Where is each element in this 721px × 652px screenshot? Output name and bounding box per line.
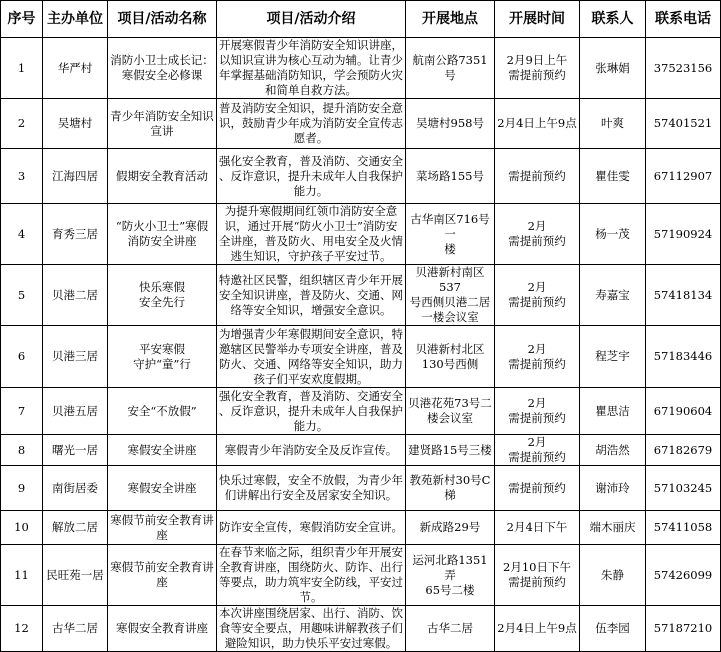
cell-time: 2月 需提前预约 [495,204,580,265]
cell-intro: 为提升寒假期间红领巾消防安全意 识，通过开展“防火小卫士”消防安 全讲座，普及防火、用电安全及火情 逃生知识，守护孩子平安过节。 [217,204,406,265]
cell-name: 寒假安全讲座 [108,466,217,511]
cell-place: 贝港花苑73号二 楼会议室 [406,388,495,435]
cell-name: “防火小卫士”寒假 消防安全讲座 [108,204,217,265]
cell-phone: 57426099 [646,545,721,606]
cell-no: 8 [1,435,43,466]
cell-phone: 57411058 [646,511,721,545]
cell-org: 解放二居 [43,511,108,545]
cell-time: 2月 需提前预约 [495,388,580,435]
table-row [1,204,721,265]
cell-place: 贝港新村南区537 号西侧贝港二居 一楼会议室 [406,265,495,326]
cell-no: 2 [1,99,43,149]
header-intro: 项目/活动介绍 [217,1,406,38]
cell-place: 运河北路1351弄 65号二楼 [406,545,495,606]
cell-place: 教苑新村30号C梯 [406,466,495,511]
table-row [1,149,721,204]
cell-name: 寒假安全教育讲座 [108,606,217,652]
cell-no: 3 [1,149,43,204]
cell-contact: 谢沛玲 [580,466,646,511]
header-contact: 联系人 [580,1,646,38]
cell-time: 2月 需提前预约 [495,435,580,466]
cell-name: 快乐寒假 安全先行 [108,265,217,326]
cell-intro: 为增强青少年寒假期间安全意识，特 邀辖区民警举办专项安全讲座，普及 防火、交通、网络等安全知识，助力 孩子们平安欢度假期。 [217,326,406,388]
cell-time: 2月4日上午9点 [495,606,580,652]
cell-org: 古华二居 [43,606,108,652]
cell-intro: 在春节来临之际，组织青少年开展安 全教育讲座，围绕防火、防诈、出行 等要点，助力筑牢安全防线，平安过 节。 [217,545,406,606]
cell-phone: 57401521 [646,99,721,149]
cell-intro: 本次讲座围绕居家、出行、消防、饮 食等安全要点，用趣味讲解教孩子们 避险知识，助力快乐平安过寒假。 [217,606,406,652]
cell-place: 古华二居 [406,606,495,652]
cell-name: 青少年消防安全知识 宣讲 [108,99,217,149]
cell-time: 2月 需提前预约 [495,326,580,388]
cell-no: 7 [1,388,43,435]
cell-name: 安全“不放假” [108,388,217,435]
cell-intro: 防诈安全宣传，寒假消防安全宣讲。 [217,511,406,545]
cell-org: 育秀三居 [43,204,108,265]
cell-org: 华严村 [43,38,108,99]
cell-no: 11 [1,545,43,606]
cell-time: 2月 需提前预约 [495,265,580,326]
header-phone: 联系电话 [646,1,721,38]
cell-org: 民旺苑一居 [43,545,108,606]
cell-phone: 57183446 [646,326,721,388]
header-org: 主办单位 [43,1,108,38]
cell-no: 5 [1,265,43,326]
cell-contact: 端木丽庆 [580,511,646,545]
header-no: 序号 [1,1,43,38]
table-row [1,466,721,511]
cell-place: 吴塘村958号 [406,99,495,149]
cell-no: 4 [1,204,43,265]
header-row [1,1,721,38]
cell-place: 贝港新村北区 130号西侧 [406,326,495,388]
table-row [1,38,721,99]
cell-contact: 张琳娟 [580,38,646,99]
cell-no: 1 [1,38,43,99]
cell-contact: 寿嘉宝 [580,265,646,326]
cell-time: 2月4日下午 [495,511,580,545]
cell-no: 12 [1,606,43,652]
header-name: 项目/活动名称 [108,1,217,38]
cell-intro: 快乐过寒假，安全不放假，为青少年 们讲解出行安全及居家安全知识。 [217,466,406,511]
cell-contact: 胡浩然 [580,435,646,466]
cell-intro: 强化安全教育，普及消防、交通安全 、反诈意识，提升未成年人自我保护 能力。 [217,149,406,204]
table-row [1,99,721,149]
cell-place: 建贤路15号三楼 [406,435,495,466]
cell-phone: 57418134 [646,265,721,326]
cell-place: 新成路29号 [406,511,495,545]
cell-intro: 开展寒假青少年消防安全知识讲座， 以知识宣讲为核心互动为辅。让青少 年掌握基础消防知识，学会预防火灾 和简单自救方法。 [217,38,406,99]
cell-contact: 程芝宇 [580,326,646,388]
cell-contact: 瞿思洁 [580,388,646,435]
cell-contact: 伍李园 [580,606,646,652]
cell-phone: 67112907 [646,149,721,204]
cell-name: 寒假安全讲座 [108,435,217,466]
cell-phone: 57190924 [646,204,721,265]
cell-intro: 寒假青少年消防安全及反诈宣传。 [217,435,406,466]
cell-org: 江海四居 [43,149,108,204]
cell-name: 寒假节前安全教育讲 座 [108,545,217,606]
cell-no: 10 [1,511,43,545]
cell-place: 菜场路155号 [406,149,495,204]
table-row [1,388,721,435]
cell-name: 假期安全教育活动 [108,149,217,204]
header-time: 开展时间 [495,1,580,38]
cell-time: 需提前预约 [495,149,580,204]
cell-time: 2月9日上午 需提前预约 [495,38,580,99]
cell-org: 曙光一居 [43,435,108,466]
cell-intro: 普及消防安全知识，提升消防安全意 识，鼓励青少年成为消防安全宣传志 愿者。 [217,99,406,149]
cell-org: 贝港二居 [43,265,108,326]
cell-time: 2月4日上午9点 [495,99,580,149]
cell-name: 消防小卫士成长记： 寒假安全必修课 [108,38,217,99]
cell-org: 吴塘村 [43,99,108,149]
cell-contact: 杨一茂 [580,204,646,265]
cell-phone: 57103245 [646,466,721,511]
cell-contact: 叶爽 [580,99,646,149]
cell-name: 寒假节前安全教育讲 座 [108,511,217,545]
cell-no: 9 [1,466,43,511]
table-row [1,265,721,326]
table-row [1,511,721,545]
cell-phone: 37523156 [646,38,721,99]
cell-org: 贝港三居 [43,326,108,388]
table-row [1,545,721,606]
cell-place: 航南公路7351号 [406,38,495,99]
cell-time: 2月10日下午 需提前预约 [495,545,580,606]
cell-intro: 强化安全教育，普及消防、交通安全 、反诈意识，提升未成年人自我保护 能力。 [217,388,406,435]
table-row [1,606,721,652]
cell-intro: 特邀社区民警，组织辖区青少年开展 安全知识讲座，普及防火、交通、网 络等安全知识，增强安全意识。 [217,265,406,326]
cell-contact: 朱静 [580,545,646,606]
cell-no: 6 [1,326,43,388]
table-row [1,435,721,466]
cell-contact: 瞿佳雯 [580,149,646,204]
cell-phone: 57187210 [646,606,721,652]
cell-phone: 67182679 [646,435,721,466]
header-place: 开展地点 [406,1,495,38]
cell-org: 贝港五居 [43,388,108,435]
table-row [1,326,721,388]
cell-time: 需提前预约 [495,466,580,511]
cell-org: 南街居委 [43,466,108,511]
cell-phone: 67190604 [646,388,721,435]
cell-place: 古华南区716号一 楼 [406,204,495,265]
cell-name: 平安寒假 守护“童”行 [108,326,217,388]
